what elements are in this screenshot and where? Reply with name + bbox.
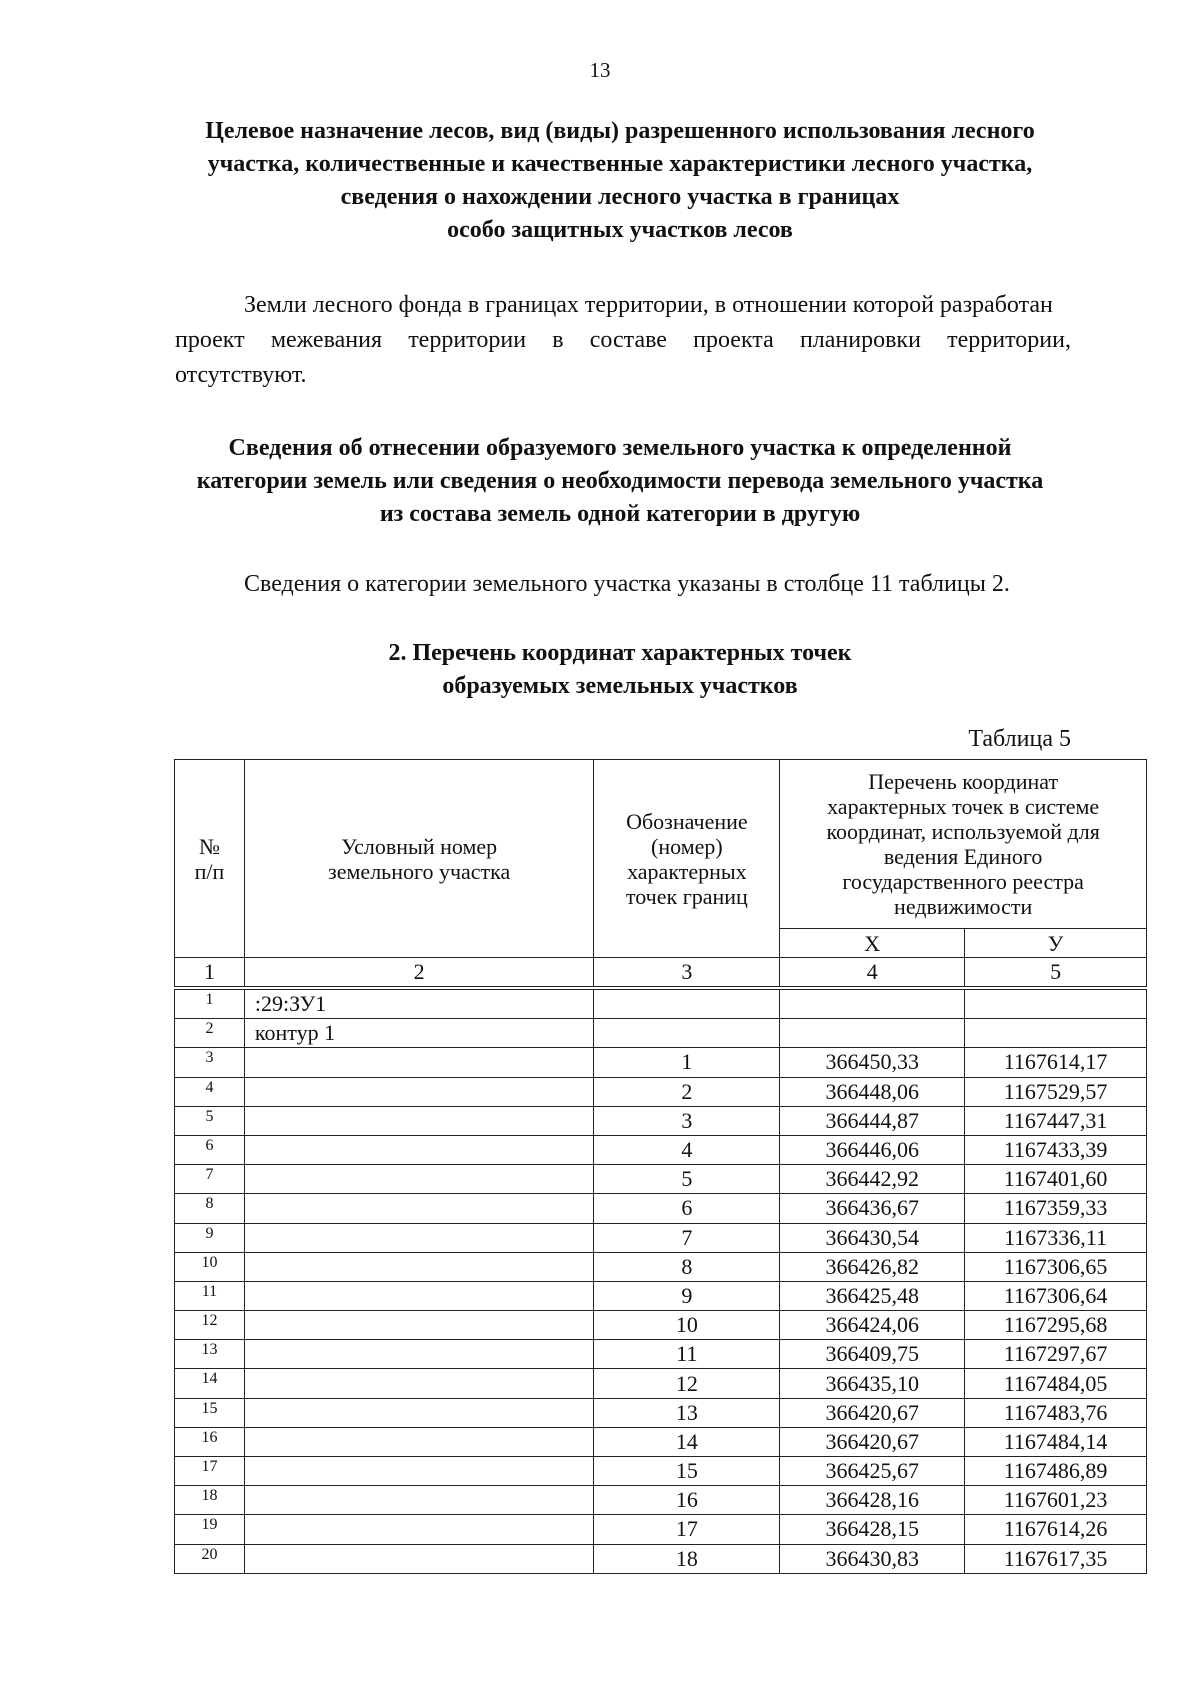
point-number-cell: 18 [594,1544,780,1573]
y-coordinate-cell: 1167601,23 [965,1486,1147,1515]
row-index: 4 [175,1077,245,1106]
row-index: 15 [175,1398,245,1427]
table-row [175,1252,1147,1281]
point-number-cell: 2 [594,1077,780,1106]
table-body [175,988,1147,1573]
row-index: 14 [175,1369,245,1398]
table-row [175,1165,1147,1194]
y-coordinate-cell: 1167306,65 [965,1252,1147,1281]
point-number-cell [594,988,780,1019]
point-number-cell: 7 [594,1223,780,1252]
heading-line: Сведения об отнесении образуемого земельного участка к определенной [228,435,1012,461]
parcel-number-cell [244,1369,594,1398]
parcel-number-cell [244,1457,594,1486]
parcel-number-cell [244,1223,594,1252]
parcel-number-cell: :29:ЗУ1 [244,988,594,1019]
y-coordinate-cell: 1167483,76 [965,1398,1147,1427]
x-coordinate-cell: 366430,83 [780,1544,965,1573]
table-row [175,1515,1147,1544]
x-coordinate-cell: 366425,67 [780,1457,965,1486]
x-coordinate-cell: 366442,92 [780,1165,965,1194]
x-coordinate-cell [780,1019,965,1048]
x-coordinate-cell: 366450,33 [780,1048,965,1077]
parcel-number-cell [244,1544,594,1573]
x-coordinate-cell: 366426,82 [780,1252,965,1281]
page-number: 13 [589,58,611,82]
parcel-number-cell [244,1048,594,1077]
section-heading-forest [175,115,1065,247]
point-number-cell: 3 [594,1106,780,1135]
paragraph-line: проект межевания территории в составе проекта планировки территории, [175,327,1071,353]
heading-line: из состава земель одной категории в другую [379,501,861,527]
x-coordinate-cell: 366409,75 [780,1340,965,1369]
x-coordinate-cell: 366430,54 [780,1223,965,1252]
y-coordinate-cell [965,988,1147,1019]
column-number: 4 [780,958,965,989]
table-caption: Таблица 5 [968,726,1071,752]
x-coordinate-cell: 366448,06 [780,1077,965,1106]
x-coordinate-cell: 366446,06 [780,1135,965,1164]
section-heading-coordinates [175,637,1065,703]
paragraph-line: отсутствуют. [175,362,307,388]
row-index: 6 [175,1135,245,1164]
y-coordinate-cell: 1167484,14 [965,1427,1147,1456]
column-number-row [175,958,1147,989]
point-number-cell: 4 [594,1135,780,1164]
x-coordinate-cell: 366435,10 [780,1369,965,1398]
x-coordinate-cell: 366428,16 [780,1486,965,1515]
row-index: 19 [175,1515,245,1544]
column-number: 1 [175,958,245,989]
point-number-cell: 11 [594,1340,780,1369]
parcel-number-cell [244,1398,594,1427]
header-text: № [198,833,220,859]
parcel-number-cell [244,1281,594,1310]
x-coordinate-cell: 366420,67 [780,1427,965,1456]
header-text: точек границ [625,883,748,909]
header-text: земельного участка [328,858,511,884]
y-coordinate-cell: 1167297,67 [965,1340,1147,1369]
paragraph-line: Сведения о категории земельного участка указаны в столбце 11 таблицы 2. [244,571,1010,597]
parcel-number-cell [244,1077,594,1106]
point-number-cell: 9 [594,1281,780,1310]
heading-line: особо защитных участков лесов [447,217,793,243]
header-point-designation [594,760,780,958]
header-parcel-number [244,760,594,958]
point-number-cell: 6 [594,1194,780,1223]
table-row [175,1340,1147,1369]
heading-line: образуемых земельных участков [442,673,798,699]
row-index: 7 [175,1165,245,1194]
parcel-number-cell [244,1106,594,1135]
point-number-cell: 14 [594,1427,780,1456]
table-row [175,1398,1147,1427]
y-coordinate-cell: 1167614,26 [965,1515,1147,1544]
header-text: п/п [194,858,225,884]
column-number: 2 [244,958,594,989]
point-number-cell: 13 [594,1398,780,1427]
row-index: 12 [175,1311,245,1340]
row-index: 20 [175,1544,245,1573]
section-heading-category [175,432,1065,531]
x-coordinate-cell [780,988,965,1019]
row-index: 11 [175,1281,245,1310]
table-row [175,1194,1147,1223]
y-coordinate-cell: 1167486,89 [965,1457,1147,1486]
point-number-cell: 5 [594,1165,780,1194]
header-index [175,760,245,958]
x-coordinate-cell: 366428,15 [780,1515,965,1544]
parcel-number-cell [244,1194,594,1223]
header-text: ведения Единого [883,844,1043,869]
row-index: 10 [175,1252,245,1281]
heading-line: Целевое назначение лесов, вид (виды) разрешенного использования лесного [205,118,1035,144]
category-paragraph [175,567,1071,602]
y-coordinate-cell [965,1019,1147,1048]
point-number-cell: 16 [594,1486,780,1515]
coordinates-table [174,759,1147,1574]
forest-paragraph [175,288,1071,393]
y-coordinate-cell: 1167614,17 [965,1048,1147,1077]
parcel-number-cell [244,1165,594,1194]
y-coordinate-cell: 1167529,57 [965,1077,1147,1106]
parcel-number-cell [244,1486,594,1515]
row-index: 3 [175,1048,245,1077]
x-coordinate-cell: 366425,48 [780,1281,965,1310]
header-text: государственного реестра [842,869,1084,894]
parcel-number-cell [244,1515,594,1544]
table-row [175,1369,1147,1398]
heading-line: 2. Перечень координат характерных точек [388,640,852,666]
point-number-cell: 17 [594,1515,780,1544]
header-text: (номер) [651,833,723,859]
y-coordinate-cell: 1167484,05 [965,1369,1147,1398]
table-row [175,1427,1147,1456]
y-coordinate-cell: 1167336,11 [965,1223,1147,1252]
row-index: 17 [175,1457,245,1486]
header-text: недвижимости [894,894,1033,919]
table-row [175,1544,1147,1573]
parcel-number-cell [244,1340,594,1369]
point-number-cell [594,1019,780,1048]
row-index: 16 [175,1427,245,1456]
table-row [175,1457,1147,1486]
row-index: 2 [175,1019,245,1048]
header-text: характерных точек в системе [827,794,1100,819]
header-text: Обозначение [626,808,748,834]
y-coordinate-cell: 1167433,39 [965,1135,1147,1164]
y-coordinate-cell: 1167401,60 [965,1165,1147,1194]
header-text: Условный номер [341,833,498,859]
column-number: 3 [594,958,780,989]
column-number: 5 [965,958,1147,989]
table-header-row [175,760,1147,929]
header-x: Х [780,929,965,958]
parcel-number-cell [244,1427,594,1456]
x-coordinate-cell: 366424,06 [780,1311,965,1340]
row-index: 18 [175,1486,245,1515]
point-number-cell: 1 [594,1048,780,1077]
table-row [175,1223,1147,1252]
header-y: У [965,929,1147,958]
x-coordinate-cell: 366444,87 [780,1106,965,1135]
y-coordinate-cell: 1167295,68 [965,1311,1147,1340]
heading-line: категории земель или сведения о необходимости перевода земельного участка [196,468,1044,494]
row-index: 13 [175,1340,245,1369]
header-coordinates [780,760,1147,929]
parcel-number-cell [244,1135,594,1164]
y-coordinate-cell: 1167359,33 [965,1194,1147,1223]
header-text: координат, используемой для [826,819,1100,844]
heading-line: сведения о нахождении лесного участка в границах [340,184,900,210]
row-index: 1 [175,988,245,1019]
table-row [175,1311,1147,1340]
row-index: 5 [175,1106,245,1135]
y-coordinate-cell: 1167306,64 [965,1281,1147,1310]
table-row [175,1135,1147,1164]
parcel-number-cell: контур 1 [244,1019,594,1048]
table-row [175,1019,1147,1048]
header-text: характерных [627,858,747,884]
header-text: Перечень координат [868,769,1059,794]
row-index: 9 [175,1223,245,1252]
point-number-cell: 10 [594,1311,780,1340]
point-number-cell: 12 [594,1369,780,1398]
heading-line: участка, количественные и качественные характеристики лесного участка, [207,151,1033,177]
table-row [175,1281,1147,1310]
x-coordinate-cell: 366436,67 [780,1194,965,1223]
point-number-cell: 15 [594,1457,780,1486]
table-row [175,988,1147,1019]
parcel-number-cell [244,1311,594,1340]
row-index: 8 [175,1194,245,1223]
table-row [175,1048,1147,1077]
parcel-number-cell [244,1252,594,1281]
y-coordinate-cell: 1167447,31 [965,1106,1147,1135]
table-row [175,1106,1147,1135]
table-row [175,1486,1147,1515]
x-coordinate-cell: 366420,67 [780,1398,965,1427]
table-row [175,1077,1147,1106]
y-coordinate-cell: 1167617,35 [965,1544,1147,1573]
point-number-cell: 8 [594,1252,780,1281]
paragraph-line: Земли лесного фонда в границах территории, в отношении которой разработан [244,292,1053,318]
